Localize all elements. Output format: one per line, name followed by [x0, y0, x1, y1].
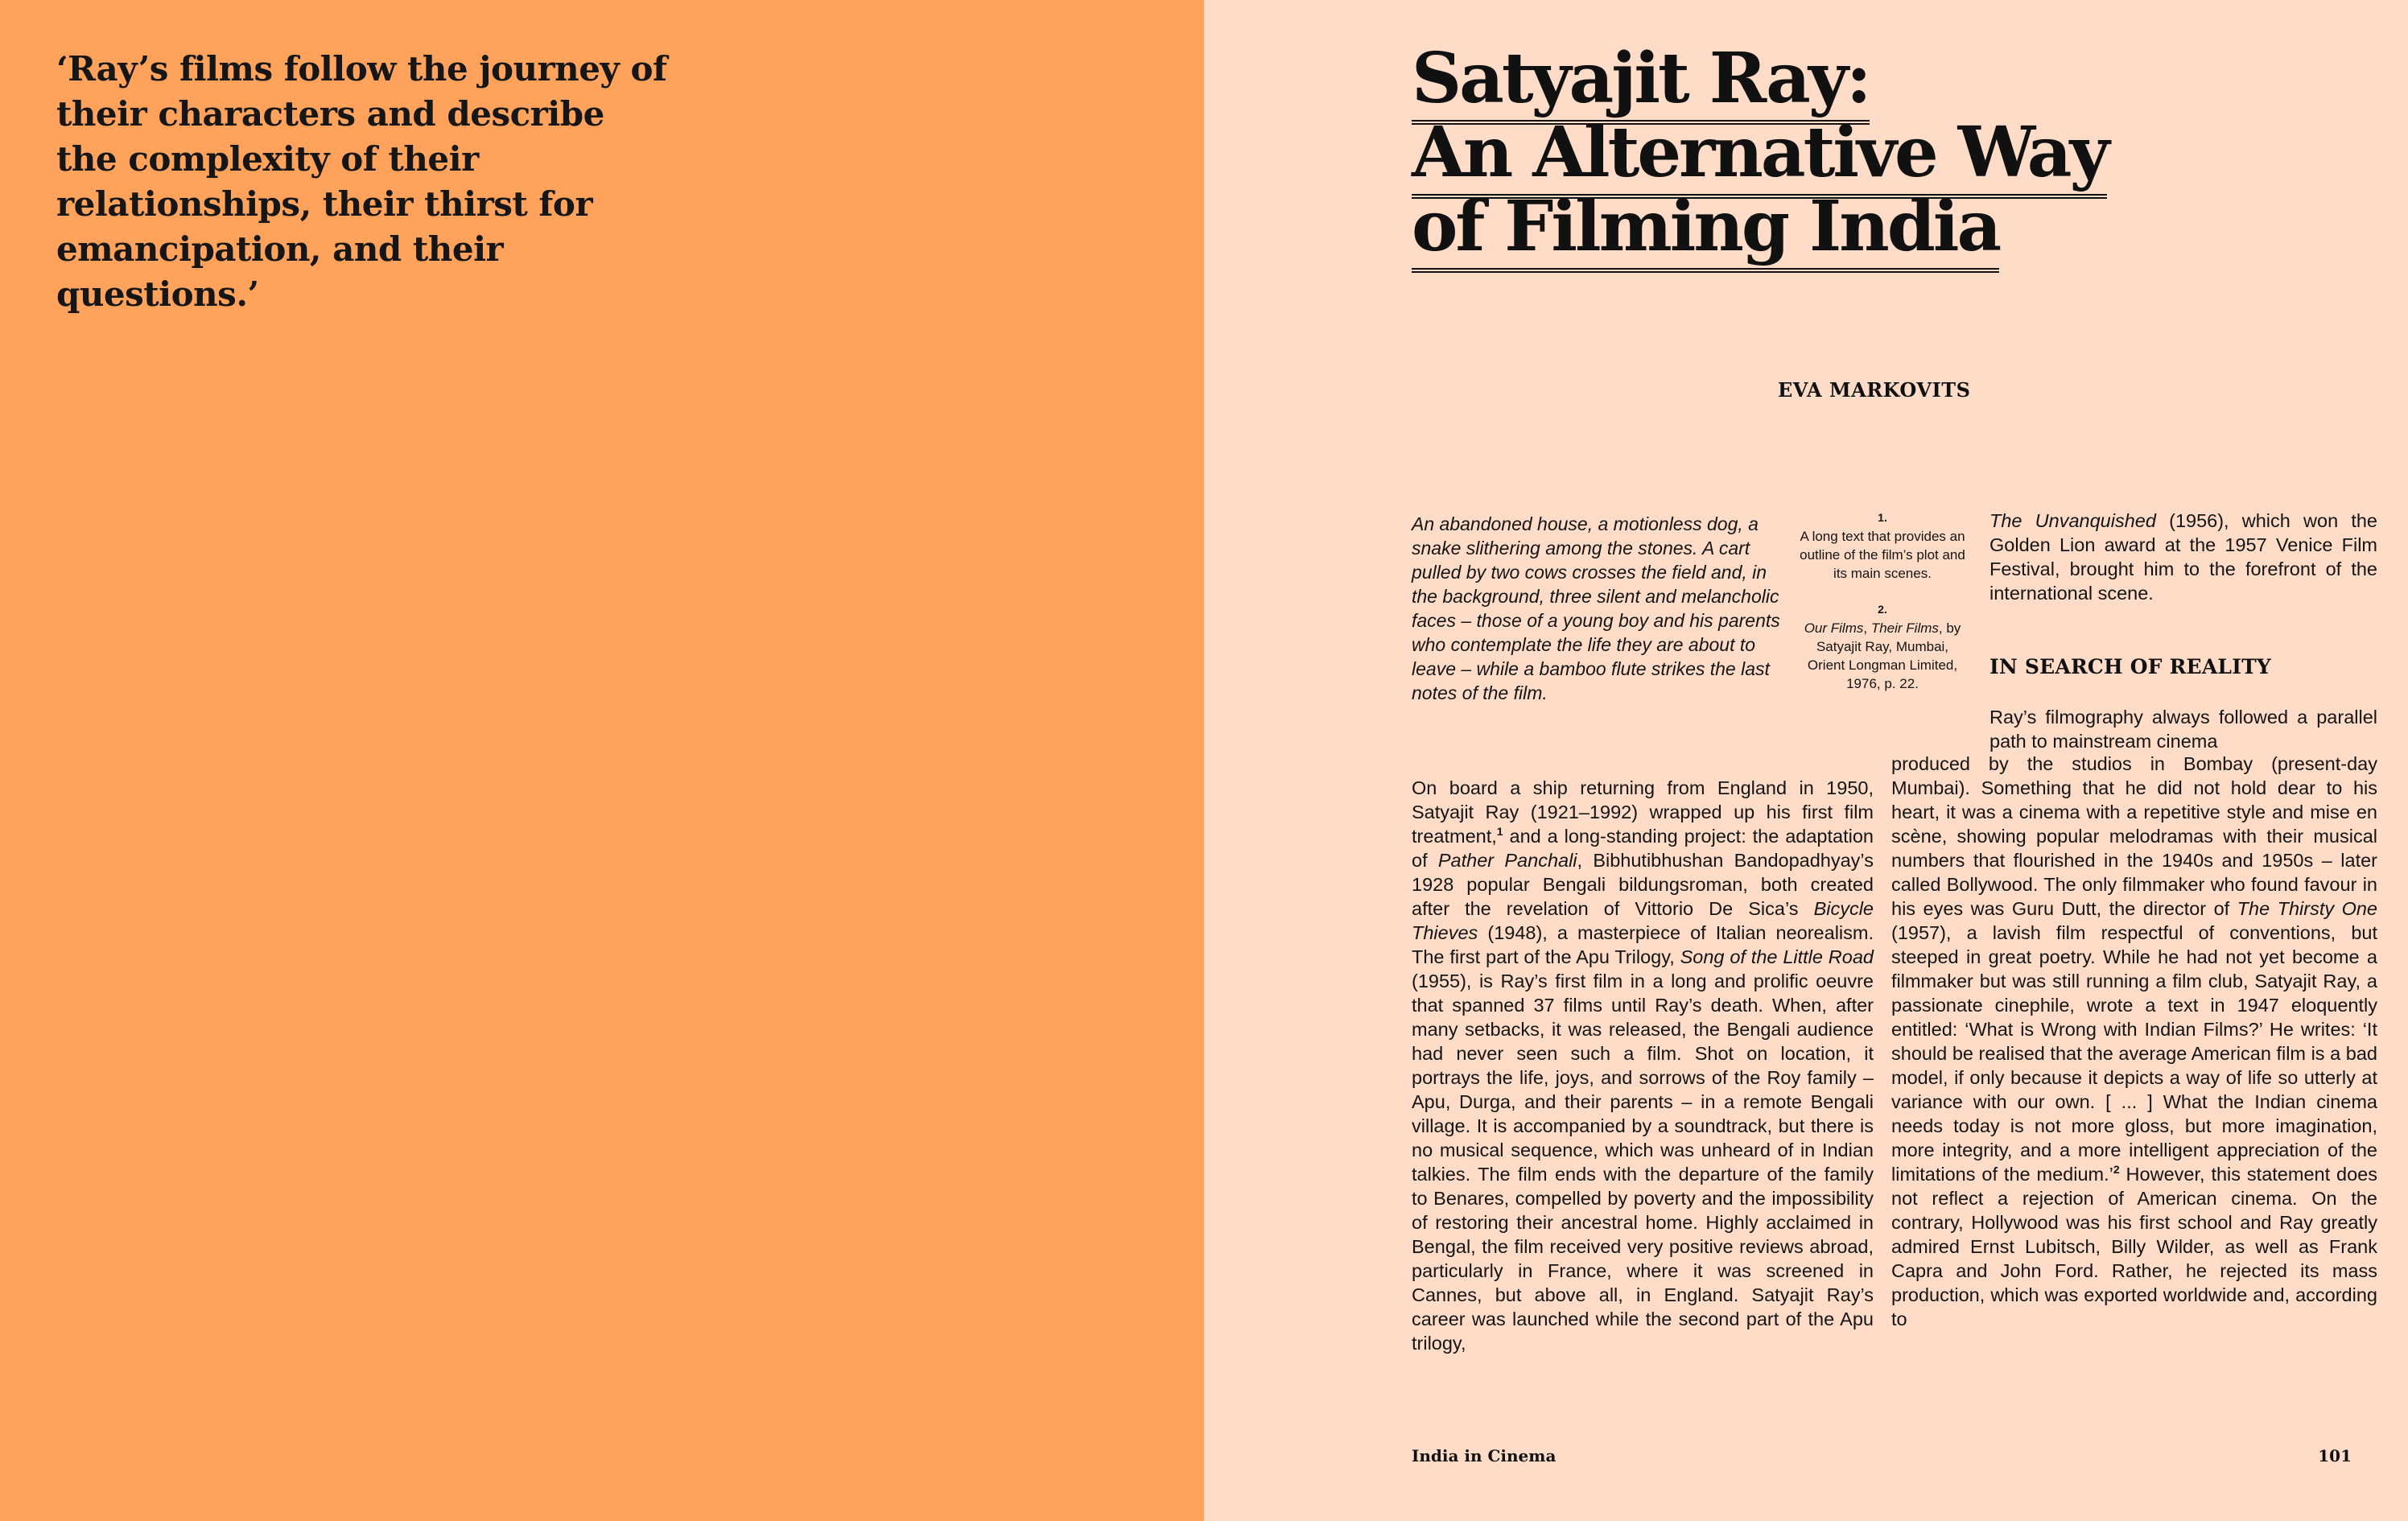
intro-paragraph: An abandoned house, a motionless dog, a snake slithering among the stones. A cart pulled by two cows crosses the field and, in the background, three silent and melancholic faces – those of a young boy and his parents who contemplate the life they are about to leave – while a bamboo flute strikes the last notes of the film.	[1412, 513, 1780, 703]
footnote-2	[1796, 600, 1969, 693]
footnote-ref-1: 1	[1496, 825, 1503, 839]
body-column-right-bottom: produced by the studios in Bombay (present-day Mumbai). Something that he did not hold dear to his heart, it was a cinema with a repetitive style and mise en scène, showing popular melodramas with their musical numbers that flourished in the 1940s and 1950s – later called Bollywood. The only filmmaker who found favour in his eyes was Guru Dutt, the director of The Thirsty One (1957), a lavish film respectful of conventions, but steeped in great poetry. While he had not yet become a filmmaker but was still running a film club, Satyajit Ray, a passionate cinephile, wrote a text in 1947 eloquently entitled: ‘What is Wrong with Indian Films?’ He writes: ‘It should be realised that the average American film is a bad model, if only because it depicts a way of life so utterly at variance with our own. [ ... ] What the Indian cinema needs today is not more gloss, but more imagination, more integrity, and a more intelligent appreciation of the limitations of the medium.’$^2$ However, this statement does not reflect a rejection of American cinema. On the contrary, Hollywood was his first school and Ray greatly admired Ernst Lubitsch, Billy Wilder, as well as Frank Capra and John Ford. Rather, he rejected its mass production, which was exported worldwide and, according to	[1891, 753, 2377, 1329]
author-byline: EVA MARKOVITS	[1778, 378, 1971, 402]
title-line-3: of Filming India	[1412, 190, 2216, 264]
section-heading: IN SEARCH OF REALITY	[1989, 655, 2271, 678]
title-line-2: An Alternative Way	[1412, 116, 2216, 190]
running-footer: India in Cinema	[1412, 1446, 1557, 1465]
pull-quote: ‘Ray’s films follow the journey of their characters and describe the complexity of their relationships, their thirst for emancipation, and their questions.’	[56, 49, 667, 314]
body-column-right-lower: Ray’s filmography always followed a parallel path to mainstream cinema	[1989, 707, 2377, 752]
article-title	[1412, 38, 2216, 267]
footnote-text: A long text that provides an outline of the film’s plot and its main scenes.	[1800, 529, 1965, 581]
footnote-number: 1.	[1878, 511, 1887, 524]
footnote-1	[1796, 509, 1969, 583]
right-page	[1204, 0, 2408, 1521]
body-column-left: On board a ship returning from England in 1950, Satyajit Ray (1921–1992) wrapped up his first film treatment,$^1$ and a long-standing project: the adaptation of Pather Panchali, Bibhutibhushan Bandopadhyay’s 1928 popular Bengali bildungsroman, both created after the revelation of Vittorio De Sica’s Bicycle Thieves (1948), a masterpiece of Italian neorealism. The first part of the Apu Trilogy, Song of the Little Road (1955), is Ray’s first film in a long and prolific oeuvre that spanned 37 films until Ray’s death. When, after many setbacks, it was released, the Bengali audience had never seen such a film. Shot on location, it portrays the life, joys, and sorrows of the Roy family – Apu, Durga, and their parents – in a remote Bengali village. It is accompanied by a soundtrack, but there is no musical sequence, which was unheard of in Indian talkies. The film ends with the departure of the family to Benares, compelled by poverty and the impossibility of restoring their ancestral home. Highly acclaimed in Bengal, the film received very positive reviews abroad, particularly in France, where it was screened in Cannes, but above all, in England. Satyajit Ray’s career was launched while the second part of the Apu trilogy,	[1412, 777, 1874, 1354]
footnote-text: Our Films, Their Films, by Satyajit Ray, Mumbai, Orient Longman Limited, 1976, p. 22.	[1804, 620, 1961, 691]
footnote-ref-2: 2	[2113, 1163, 2120, 1177]
footnote-number: 2.	[1878, 603, 1887, 616]
body-column-right-top: The Unvanquished (1956), which won the Golden Lion award at the 1957 Venice Film Festival, brought him to the forefront of the international scene.	[1989, 510, 2377, 604]
title-line-1: Satyajit Ray:	[1412, 42, 2216, 116]
page-number: 101	[2318, 1446, 2352, 1465]
footnotes	[1796, 509, 1969, 711]
